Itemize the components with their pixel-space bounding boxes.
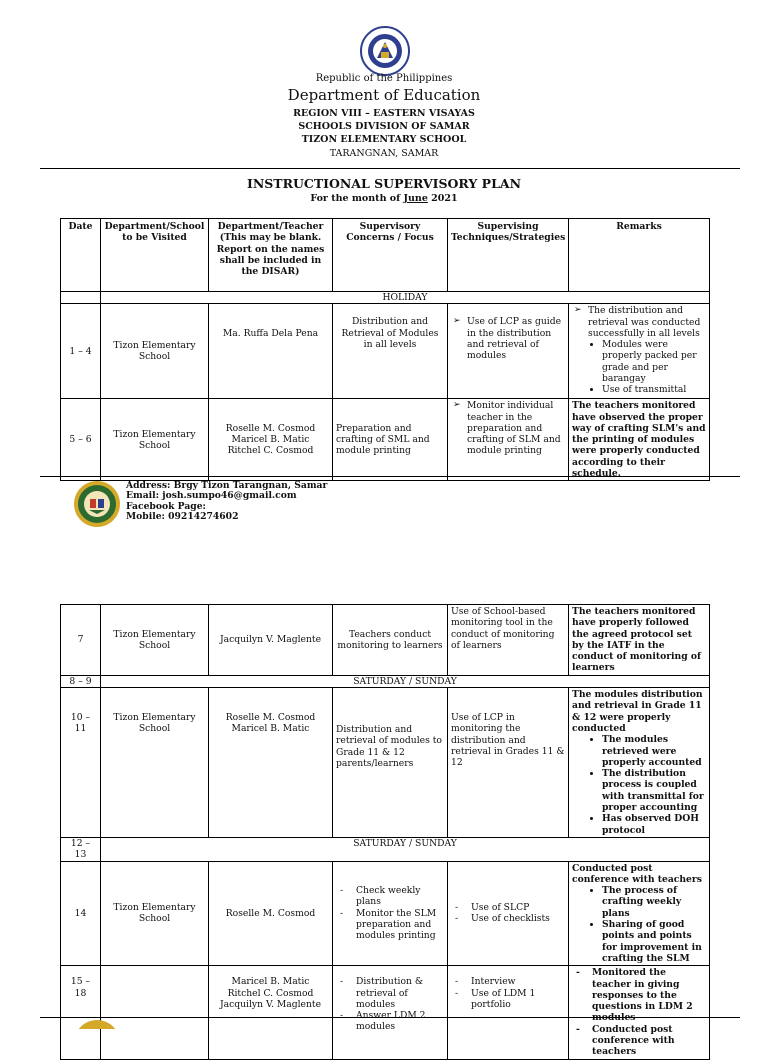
concern-item: - Distribution & retrieval of modules bbox=[336, 976, 444, 1010]
row-technique: Use of LCP in monitoring the distribution and retrieval in Grades 11 & 12 bbox=[448, 688, 569, 838]
row-remarks bbox=[569, 861, 710, 966]
region-label: REGION VIII – EASTERN VISAYAS bbox=[293, 108, 475, 119]
technique-item: - Interview bbox=[451, 976, 565, 987]
row-date: 10 – 11 bbox=[61, 688, 101, 838]
mobile-text: Mobile: 09214274602 bbox=[126, 510, 239, 522]
teacher-name: Roselle M. Cosmod bbox=[225, 422, 316, 434]
technique-item: - Use of LDM 1 portfolio bbox=[451, 988, 565, 1011]
table-row bbox=[61, 292, 710, 304]
row-technique bbox=[448, 399, 569, 481]
row-concern: Teachers conduct monitoring to learners bbox=[333, 605, 448, 676]
col-concerns: Supervisory Concerns / Focus bbox=[333, 219, 448, 292]
row-date: 7 bbox=[61, 605, 101, 676]
remark-subitem: • Use of transmittal bbox=[602, 384, 706, 395]
weekend-label: SATURDAY / SUNDAY bbox=[101, 675, 710, 687]
address-text: Address: Brgy Tizon Tarangnan, Samar bbox=[126, 480, 328, 491]
row-technique bbox=[448, 304, 569, 399]
row-school bbox=[101, 966, 209, 1059]
row-concern: Preparation and crafting of SML and module printing bbox=[333, 399, 448, 481]
email-text: Email: josh.sumpo46@gmail.com bbox=[126, 490, 297, 502]
row-teachers bbox=[209, 399, 333, 481]
remark-subitem: • Sharing of good points and points for improvement in crafting the SLM bbox=[602, 919, 706, 964]
supervisory-plan-table-page2 bbox=[60, 604, 710, 1060]
facebook-text: Facebook Page: bbox=[126, 500, 206, 512]
remark-subitem: • Modules were properly packed per grade and per barangay bbox=[602, 339, 706, 384]
row-date: 8 – 9 bbox=[61, 675, 101, 687]
row-teacher: Roselle M. Cosmod bbox=[209, 861, 333, 966]
page2-footer-divider bbox=[40, 1017, 740, 1018]
department-title: Department of Education bbox=[287, 86, 481, 104]
table-row bbox=[61, 688, 710, 838]
concern-item: - Answer LDM 2 modules bbox=[336, 1010, 444, 1033]
teacher-name: Jacquilyn V. Maglente bbox=[219, 998, 322, 1010]
table-row bbox=[61, 304, 710, 399]
table-header-row bbox=[61, 219, 710, 292]
table-row bbox=[61, 861, 710, 966]
table-row bbox=[61, 605, 710, 676]
technique-item: ➢ Monitor individual teacher in the preparation and crafting of SLM and module printing bbox=[451, 400, 565, 456]
col-techniques: Supervising Techniques/Strategies bbox=[448, 219, 569, 292]
row-date: 15 – 18 bbox=[61, 966, 101, 1059]
header-divider bbox=[40, 168, 740, 169]
concern-item: - Monitor the SLM preparation and modules printing bbox=[336, 908, 444, 942]
technique-item: - Use of SLCP bbox=[451, 902, 565, 913]
row-date: 5 – 6 bbox=[61, 399, 101, 481]
holiday-label: HOLIDAY bbox=[101, 292, 710, 304]
row-school: Tizon Elementary School bbox=[101, 304, 209, 399]
row-concern bbox=[333, 966, 448, 1059]
remark-item: ➢ The distribution and retrieval was conducted successfully in all levels bbox=[572, 305, 706, 339]
town-label: TARANGNAN, SAMAR bbox=[329, 148, 439, 159]
remark-item: - Conducted post conference with teachers bbox=[572, 1024, 706, 1058]
school-label: TIZON ELEMENTARY SCHOOL bbox=[301, 134, 467, 145]
table-row bbox=[61, 837, 710, 861]
col-date: Date bbox=[61, 219, 101, 292]
plan-month-value: June bbox=[403, 193, 428, 204]
remark-subitem: • The modules retrieved were properly accounted bbox=[602, 734, 706, 768]
plan-month: For the month of June 2021 bbox=[310, 193, 458, 204]
row-date: 1 – 4 bbox=[61, 304, 101, 399]
row-technique bbox=[448, 861, 569, 966]
row-school: Tizon Elementary School bbox=[101, 605, 209, 676]
row-teacher: Jacquilyn V. Maglente bbox=[209, 605, 333, 676]
remark-subitem: • The distribution process is coupled with transmittal for proper accounting bbox=[602, 768, 706, 813]
teacher-name: Ritchel C. Cosmod bbox=[227, 445, 314, 457]
row-date: 14 bbox=[61, 861, 101, 966]
teacher-name: Maricel B. Matic bbox=[231, 723, 310, 735]
technique-item: - Use of checklists bbox=[451, 913, 565, 924]
remark-subitem: • The process of crafting weekly plans bbox=[602, 885, 706, 919]
row-remarks bbox=[569, 966, 710, 1059]
row-remarks: The teachers monitored have observed the proper way of crafting SLM's and the printing of modules were properly conducted according to their schedule. bbox=[569, 399, 710, 481]
row-school: Tizon Elementary School bbox=[101, 861, 209, 966]
row-concern bbox=[333, 861, 448, 966]
col-dept-school: Department/School to be Visited bbox=[101, 219, 209, 292]
teacher-name: Roselle M. Cosmod bbox=[225, 712, 316, 724]
remark-item: The modules distribution and retrieval in Grade 11 & 12 were properly conducted bbox=[572, 689, 703, 734]
remark-item: Conducted post conference with teachers bbox=[572, 862, 702, 885]
row-remarks bbox=[569, 688, 710, 838]
remark-item: - Monitored the teacher in giving responses to the questions in LDM 2 modules bbox=[572, 967, 706, 1023]
row-technique bbox=[448, 966, 569, 1059]
concern-item: - Check weekly plans bbox=[336, 885, 444, 908]
row-school: Tizon Elementary School bbox=[101, 688, 209, 838]
deped-seal-logo bbox=[360, 26, 410, 76]
row-school: Tizon Elementary School bbox=[101, 399, 209, 481]
republic-label: Republic of the Philippines bbox=[315, 73, 453, 84]
plan-title: INSTRUCTIONAL SUPERVISORY PLAN bbox=[247, 176, 521, 191]
school-logo-partial bbox=[73, 1019, 121, 1029]
col-remarks: Remarks bbox=[569, 219, 710, 292]
footer-divider bbox=[40, 476, 740, 477]
row-concern: Distribution and Retrieval of Modules in all levels bbox=[333, 304, 448, 399]
remark-subitem: • Has observed DOH protocol bbox=[602, 813, 706, 836]
row-teachers bbox=[209, 966, 333, 1059]
teacher-name: Maricel B. Matic bbox=[231, 976, 310, 988]
table-row bbox=[61, 399, 710, 481]
row-remarks bbox=[569, 304, 710, 399]
row-concern: Distribution and retrieval of modules to Grade 11 & 12 parents/learners bbox=[333, 688, 448, 838]
technique-item: ➢ Use of LCP as guide in the distribution and retrieval of modules bbox=[451, 316, 565, 361]
row-remarks: The teachers monitored have properly followed the agreed protocol set by the IATF in the conduct of monitoring of learners bbox=[569, 605, 710, 676]
school-contact bbox=[126, 481, 327, 522]
division-label: SCHOOLS DIVISION OF SAMAR bbox=[298, 121, 470, 132]
row-technique: Use of School-based monitoring tool in the conduct of monitoring of learners bbox=[448, 605, 569, 676]
table-row bbox=[61, 675, 710, 687]
row-teacher: Ma. Ruffa Dela Pena bbox=[209, 304, 333, 399]
school-logo bbox=[73, 480, 121, 528]
col-dept-teacher: Department/Teacher (This may be blank. Report on the names shall be included in the DISAR) bbox=[209, 219, 333, 292]
weekend-label: SATURDAY / SUNDAY bbox=[101, 837, 710, 861]
teacher-name: Ritchel C. Cosmod bbox=[227, 987, 314, 999]
supervisory-plan-table-page1 bbox=[60, 218, 710, 481]
row-date: 12 – 13 bbox=[61, 837, 101, 861]
row-teachers bbox=[209, 688, 333, 838]
table-row bbox=[61, 966, 710, 1059]
teacher-name: Maricel B. Matic bbox=[231, 434, 310, 446]
